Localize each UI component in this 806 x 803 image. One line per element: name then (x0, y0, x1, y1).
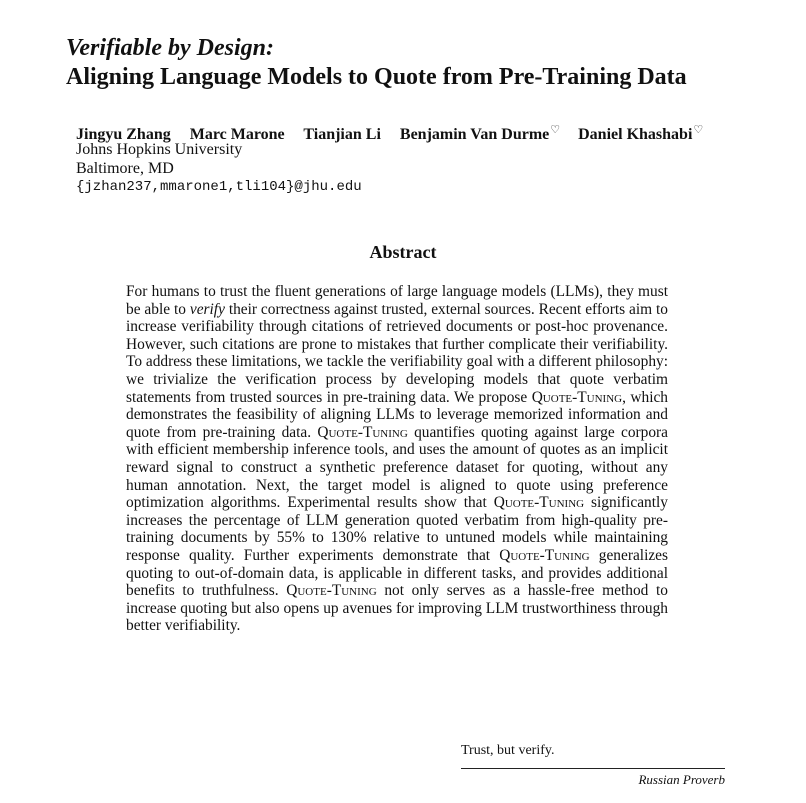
epigraph-quote: Trust, but verify. (461, 743, 555, 758)
method-name: Quote-Tuning (317, 423, 408, 441)
method-name: Quote-Tuning (499, 546, 590, 564)
author: Jingyu Zhang (76, 126, 171, 144)
affiliation-institution: Johns Hopkins University (76, 141, 243, 158)
method-name: Quote-Tuning (493, 494, 585, 512)
affiliation (76, 140, 242, 178)
title-line-1: Verifiable by Design: (66, 35, 274, 61)
method-name: Quote-Tuning (531, 388, 623, 406)
epigraph-divider (461, 768, 725, 769)
abstract-body: For humans to trust the fluent generations of large language models (LLMs), they must be able to verify their correctness against trusted, external sources. Recent efforts aim to increase verifiability through citations of retrieved documents or post-hoc provenance. However, such citations are prone to mistakes that further complicate their verifiability. To address these limitations, we tackle the verifiability goal with a different philosophy: we trivialize the verification process by developing models that quote verbatim statements from trusted sources in pre-training data. We propose Quote-Tuning, which demonstrates the feasibility of aligning LLMs to leverage memorized information and quote from pre-training data. Quote-Tuning quantifies quoting against large corpora with efficient membership inference tools, and uses the amount of quotes as an implicit reward signal to construct a synthetic preference dataset for quoting, without any human annotation. Next, the target model is aligned to quote using preference optimization algorithms. Experimental results show that Quote-Tuning significantly increases the percentage of LLM generation quoted verbatim from high-quality pre-training documents by 55% to 130% relative to untuned models while maintaining response quality. Further experiments demonstrate that Quote-Tuning generalizes quoting to out-of-domain data, is applicable in different tasks, and provides additional benefits to truthfulness. Quote-Tuning not only serves as a hassle-free method to increase quoting but also opens up avenues for improving LLM trustworthiness through better verifiability. (126, 283, 669, 635)
paper-title (66, 34, 687, 92)
affiliation-location: Baltimore, MD (76, 160, 174, 177)
author: Daniel Khashabi♡ (578, 124, 704, 144)
author-email: {jzhan237,mmarone1,tli104}@jhu.edu (76, 179, 362, 195)
method-name: Quote-Tuning (286, 582, 377, 600)
emphasis-verify: verify (189, 300, 225, 318)
title-line-2: Aligning Language Models to Quote from Pre-Training Data (66, 64, 687, 90)
author: Tianjian Li (303, 126, 381, 144)
abstract-heading: Abstract (369, 242, 437, 262)
author: Benjamin Van Durme♡ (399, 124, 561, 144)
epigraph-source: Russian Proverb (638, 772, 725, 787)
author: Marc Marone (189, 126, 285, 144)
